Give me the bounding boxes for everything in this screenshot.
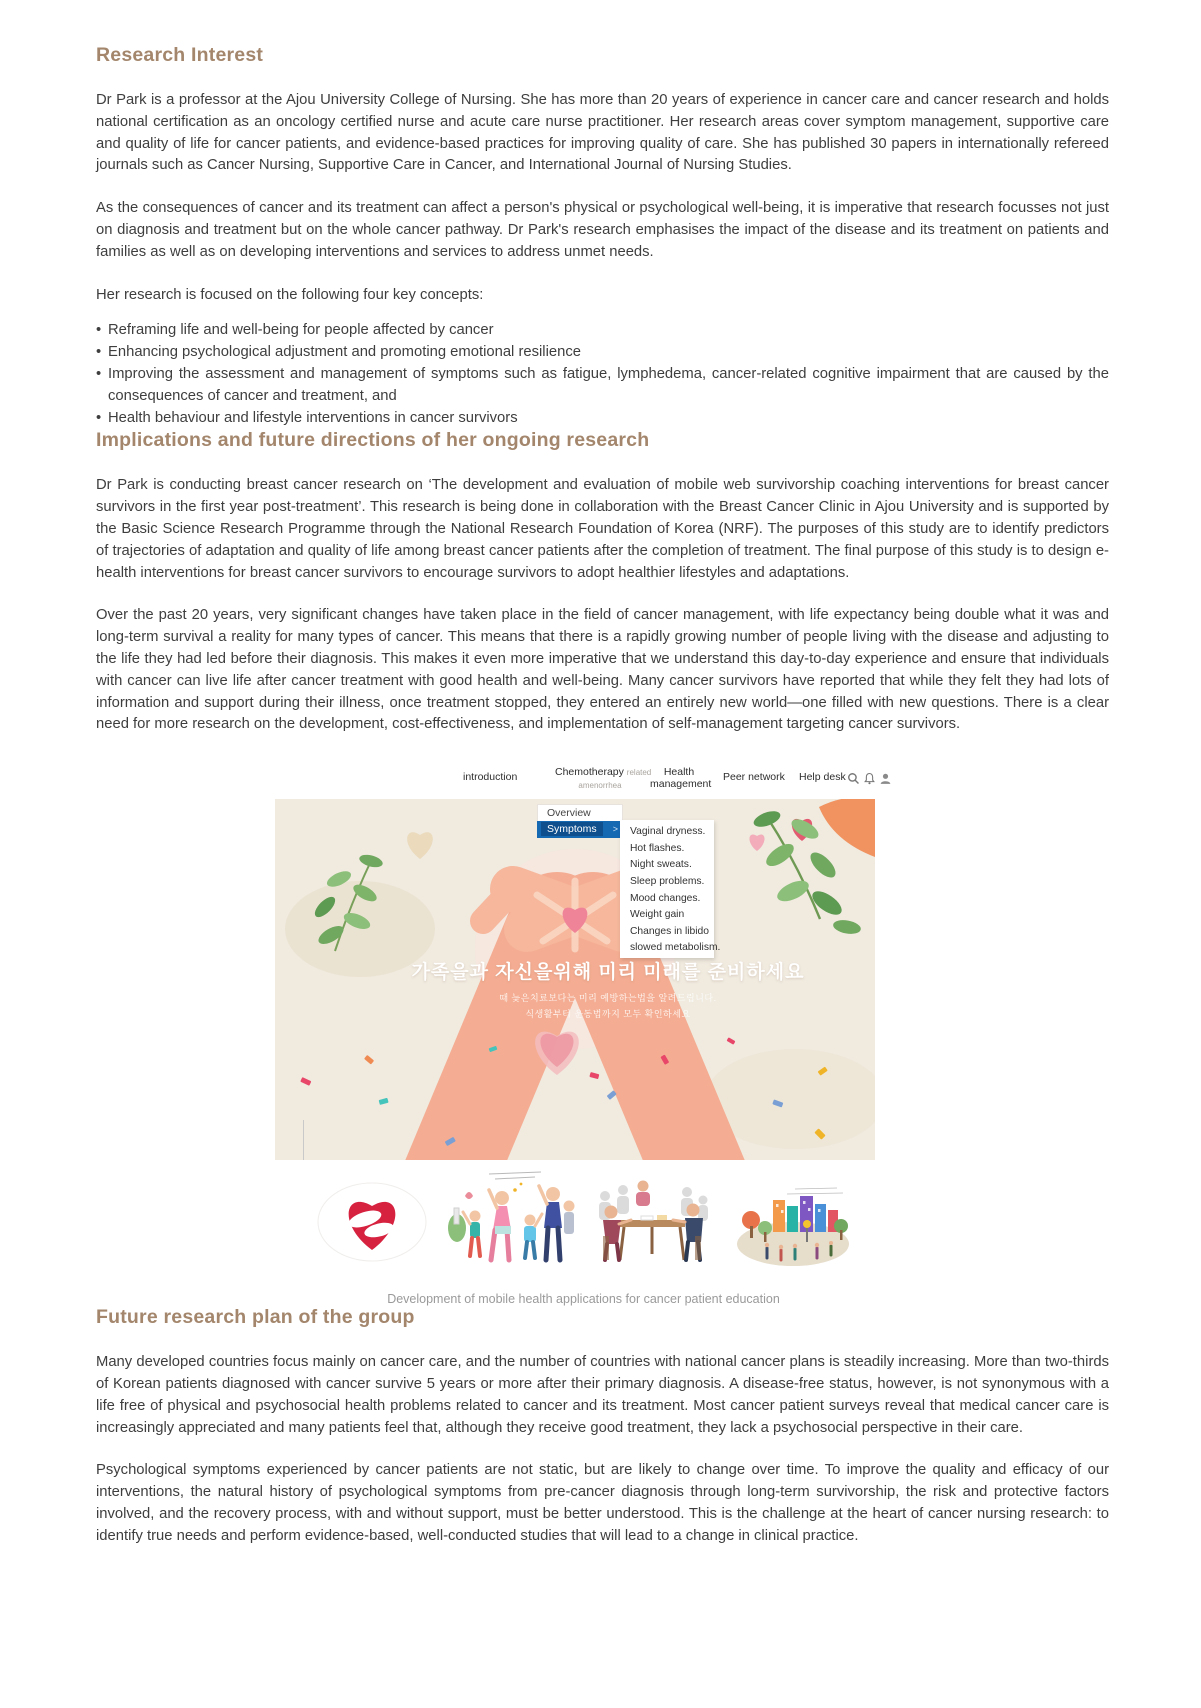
- user-icon[interactable]: [879, 772, 892, 785]
- list-item: • Enhancing psychological adjustment and promoting emotional resilience: [96, 342, 1109, 364]
- submenu-item[interactable]: Vaginal dryness.: [630, 826, 706, 838]
- dropdown-symptoms-label: Symptoms: [541, 822, 603, 836]
- list-item: • Health behaviour and lifestyle interventions in cancer survivors: [96, 408, 1109, 430]
- dropdown-item-symptoms[interactable]: [537, 821, 623, 838]
- search-icon[interactable]: [847, 772, 860, 785]
- symptoms-submenu: [620, 820, 721, 958]
- paragraph: Her research is focused on the following four key concepts:: [96, 286, 484, 303]
- paragraph: Psychological symptoms experienced by cancer patients are not static, but are likely to change over time. To improve the quality and efficacy of our interventions, the natural history of psychological symptoms from pre-cancer diagnosis through long-term survivorship, the risk and protective factors involved, and the recovery process, with and without support, must be better understood. This is the challenge at the heart of cancer nursing research: to identify true needs and perform evidence-based, well-conducted studies that will lead to a change in clinical practice.: [96, 1462, 1109, 1544]
- app-nav-peer-network[interactable]: Peer network: [723, 771, 785, 784]
- group-discussion-illustration: [591, 1174, 711, 1266]
- hands-heart-illustration: [275, 799, 875, 1160]
- app-bottom-cards: [275, 1160, 875, 1278]
- app-nav-chemotherapy-label: Chemotherapy: [555, 766, 624, 779]
- hero-subtitle-2: 식생활부터 운동법까지 모두 확인하세요: [525, 1009, 691, 1020]
- hero-title: 가족을과 자신을위해 미리 미래를 준비하세요: [411, 962, 805, 984]
- submenu-item[interactable]: Weight gain: [630, 909, 685, 921]
- paragraph: Dr Park is a professor at the Ajou University College of Nursing. She has more than 20 years of experience in cancer care and cancer research and holds national certification as an oncology certified nurse and acute care nurse practitioner. Her research areas cover symptom management, supportive care and quality of life for cancer patients, and evidence-based practices for improving quality of care. She has published 30 papers in internationally refereed journals such as Cancer Nursing, Supportive Care in Cancer, and International Journal of Nursing Studies.: [96, 92, 1109, 174]
- dropdown-item-overview[interactable]: Overview: [537, 804, 623, 821]
- section-title-implications: Implications and future directions of her ongoing research: [96, 429, 650, 452]
- app-nav-health-label: Health: [663, 766, 695, 779]
- figure-caption: Development of mobile health applications for cancer patient education: [387, 1292, 780, 1307]
- mobile-app-screenshot: [275, 762, 892, 1278]
- list-item: • Reframing life and well-being for people affected by cancer: [96, 320, 1109, 342]
- list-item: • Improving the assessment and management of symptoms such as fatigue, lymphedema, cancer-related cognitive impairment that are caused by the consequences of cancer and treatment, and: [96, 364, 1109, 408]
- app-hero-banner: [275, 799, 875, 1160]
- bell-icon[interactable]: [863, 772, 876, 785]
- hero-subtitle-1: 때 늦은치료보다는 미리 예방하는법을 알려드립니다.: [499, 993, 717, 1004]
- submenu-item[interactable]: Changes in libido: [630, 925, 709, 937]
- paragraph: Over the past 20 years, very significant changes have taken place in the field of cancer management, with life expectancy being double what it was and long-term survival a reality for many types of cancer. This means that there is a rapidly growing number of people living with the disease and adjusting to the life they had led before their diagnosis. This makes it even more imperative that we understand this day-to-day experience and ensure that individuals with cancer can live life after cancer treatment with good health and well-being. Many cancer survivors have reported that while they felt they had lots of information and support during their illness, once treatment stopped, they entered an entirely new world—one filled with new questions. There is a clear need for more research on the development, cost-effectiveness, and implementation of self-management targeting cancer survivors.: [96, 607, 1109, 733]
- family-exercise-illustration: [445, 1168, 575, 1268]
- app-nav-related-label: related: [626, 768, 652, 778]
- paragraph: Many developed countries focus mainly on cancer care, and the number of countries with national cancer plans is steadily increasing. More than two-thirds of Korean patients diagnosed with cancer survive 5 years or more after their primary diagnosis. A disease-free status, however, is not synonymous with a life free of physical and psychosocial health problems related to cancer and its treatment. Most cancer patient surveys reveal that medical cancer care is increasingly appreciated and many patients feel that, although they receive good treatment, they lack a psychosocial perspective in their care.: [96, 1354, 1109, 1436]
- heart-hands-logo: [317, 1182, 427, 1262]
- chevron-right-icon: >: [612, 824, 618, 835]
- app-nav-health-management[interactable]: [650, 766, 712, 791]
- app-nav-introduction[interactable]: introduction: [463, 771, 518, 784]
- app-nav-bar: [275, 762, 892, 799]
- app-nav-help-desk[interactable]: Help desk: [799, 771, 846, 784]
- city-park-illustration: [737, 1186, 850, 1266]
- submenu-item[interactable]: Hot flashes.: [630, 842, 685, 854]
- app-nav-chemotherapy[interactable]: [555, 766, 652, 792]
- paragraph: Dr Park is conducting breast cancer research on ‘The development and evaluation of mobile web survivorship coaching interventions for breast cancer survivors in the first year post-treatment’. This research is being done in collaboration with the Breast Cancer Clinic in Ajou University and is supported by the Basic Science Research Programme through the National Research Foundation of Korea (NRF). The purposes of this study are to identify predictors of trajectories of adaptation and quality of life among breast cancer patients after the completion of treatment. The final purpose of this study is to design e-health interventions for breast cancer survivors to encourage survivors to adopt healthier lifestyles and adaptations.: [96, 477, 1109, 581]
- submenu-item[interactable]: Sleep problems.: [630, 875, 705, 887]
- key-concepts-list: [96, 320, 1109, 429]
- paragraph: As the consequences of cancer and its treatment can affect a person's physical or psychological well-being, it is imperative that research focusses not just on diagnosis and treatment but on the whole cancer pathway. Dr Park's research emphasises the impact of the disease and its treatment on patients and families as well as on developing interventions and services to address unmet needs.: [96, 200, 1109, 260]
- submenu-item[interactable]: Mood changes.: [630, 892, 701, 904]
- submenu-item[interactable]: slowed metabolism.: [630, 942, 721, 954]
- app-nav-management-label: management: [650, 778, 712, 791]
- section-title-future-plan: Future research plan of the group: [96, 1306, 415, 1329]
- app-nav-amenorrhea-label: amenorrhea: [578, 781, 622, 791]
- submenu-item[interactable]: Night sweats.: [630, 859, 692, 871]
- section-title-research-interest: Research Interest: [96, 44, 264, 66]
- app-dropdown-menu: [537, 804, 623, 838]
